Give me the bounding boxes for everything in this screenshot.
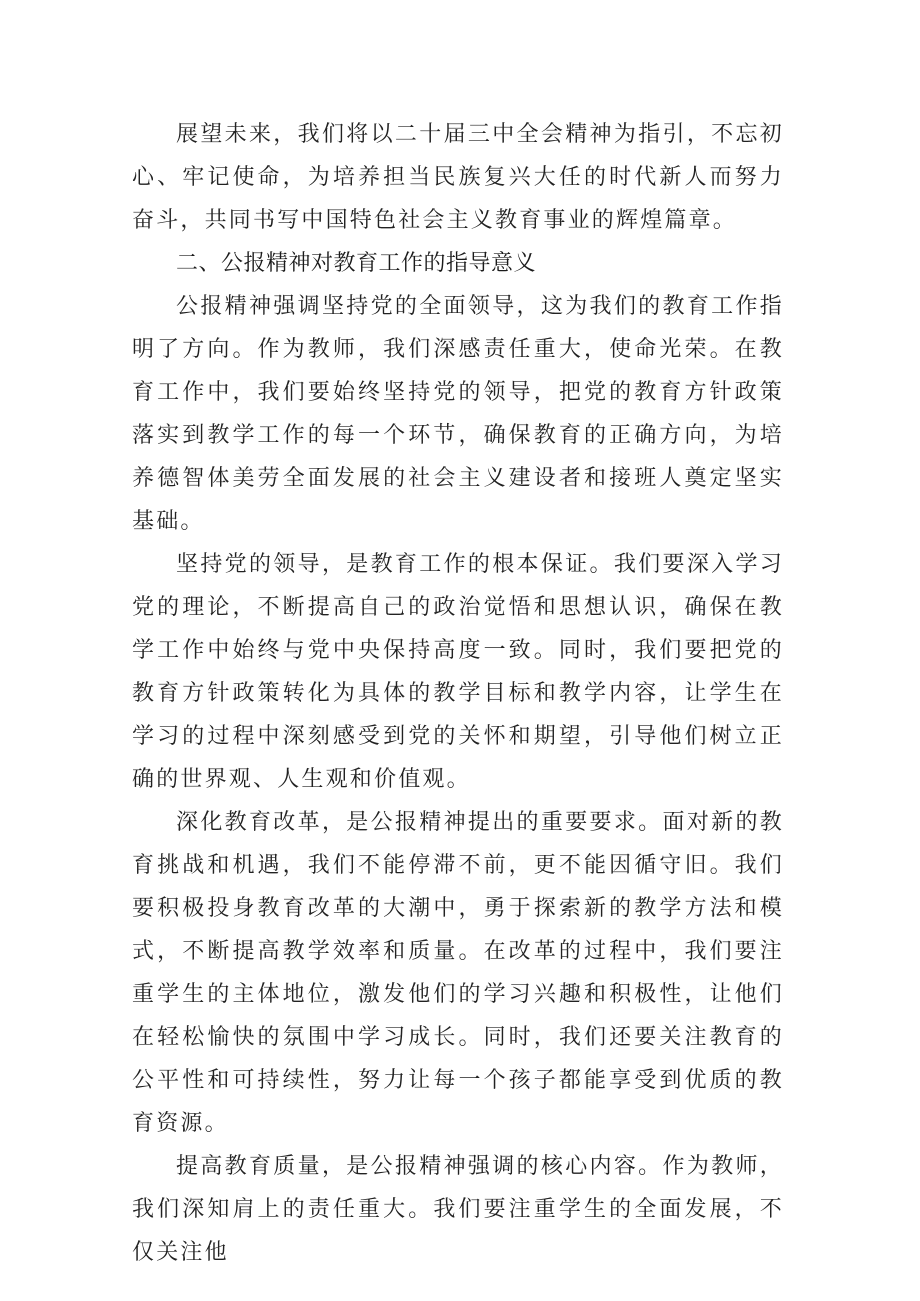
paragraph-education-reform: 深化教育改革，是公报精神提出的重要要求。面对新的教育挑战和机遇，我们不能停滞不前，更不能因循守旧。我们要积极投身教育改革的大潮中，勇于探索新的教学方法和模式，不断提高教学效率和质量。在改革的过程中，我们要注重学生的主体地位，激发他们的学习兴趣和积极性，让他们在轻松愉快的氛围中学习成长。同时，我们还要关注教育的公平性和可持续性，努力让每一个孩子都能享受到优质的教育资源。 — [132, 810, 784, 1136]
paragraph-fundamental-guarantee: 坚持党的领导，是教育工作的根本保证。我们要深入学习党的理论，不断提高自己的政治觉悟和思想认识，确保在教学工作中始终与党中央保持高度一致。同时，我们要把党的教育方针政策转化为具体的教学目标和教学内容，让学生在学习的过程中深刻感受到党的关怀和期望，引导他们树立正确的世界观、人生观和价值观。 — [132, 552, 784, 792]
paragraph-education-quality: 提高教育质量，是公报精神强调的核心内容。作为教师，我们深知肩上的责任重大。我们要注重学生的全面发展，不仅关注他 — [132, 1154, 784, 1265]
document-body — [132, 113, 784, 1274]
paragraph-party-leadership-direction: 公报精神强调坚持党的全面领导，这为我们的教育工作指明了方向。作为教师，我们深感责任重大，使命光荣。在教育工作中，我们要始终坚持党的领导，把党的教育方针政策落实到教学工作的每一个环节，确保教育的正确方向，为培养德智体美劳全面发展的社会主义建设者和接班人奠定坚实基础。 — [132, 294, 784, 534]
paragraph-outlook: 展望未来，我们将以二十届三中全会精神为指引，不忘初心、牢记使命，为培养担当民族复兴大任的时代新人而努力奋斗，共同书写中国特色社会主义教育事业的辉煌篇章。 — [132, 122, 784, 233]
section-heading: 二、公报精神对教育工作的指导意义 — [176, 251, 537, 276]
